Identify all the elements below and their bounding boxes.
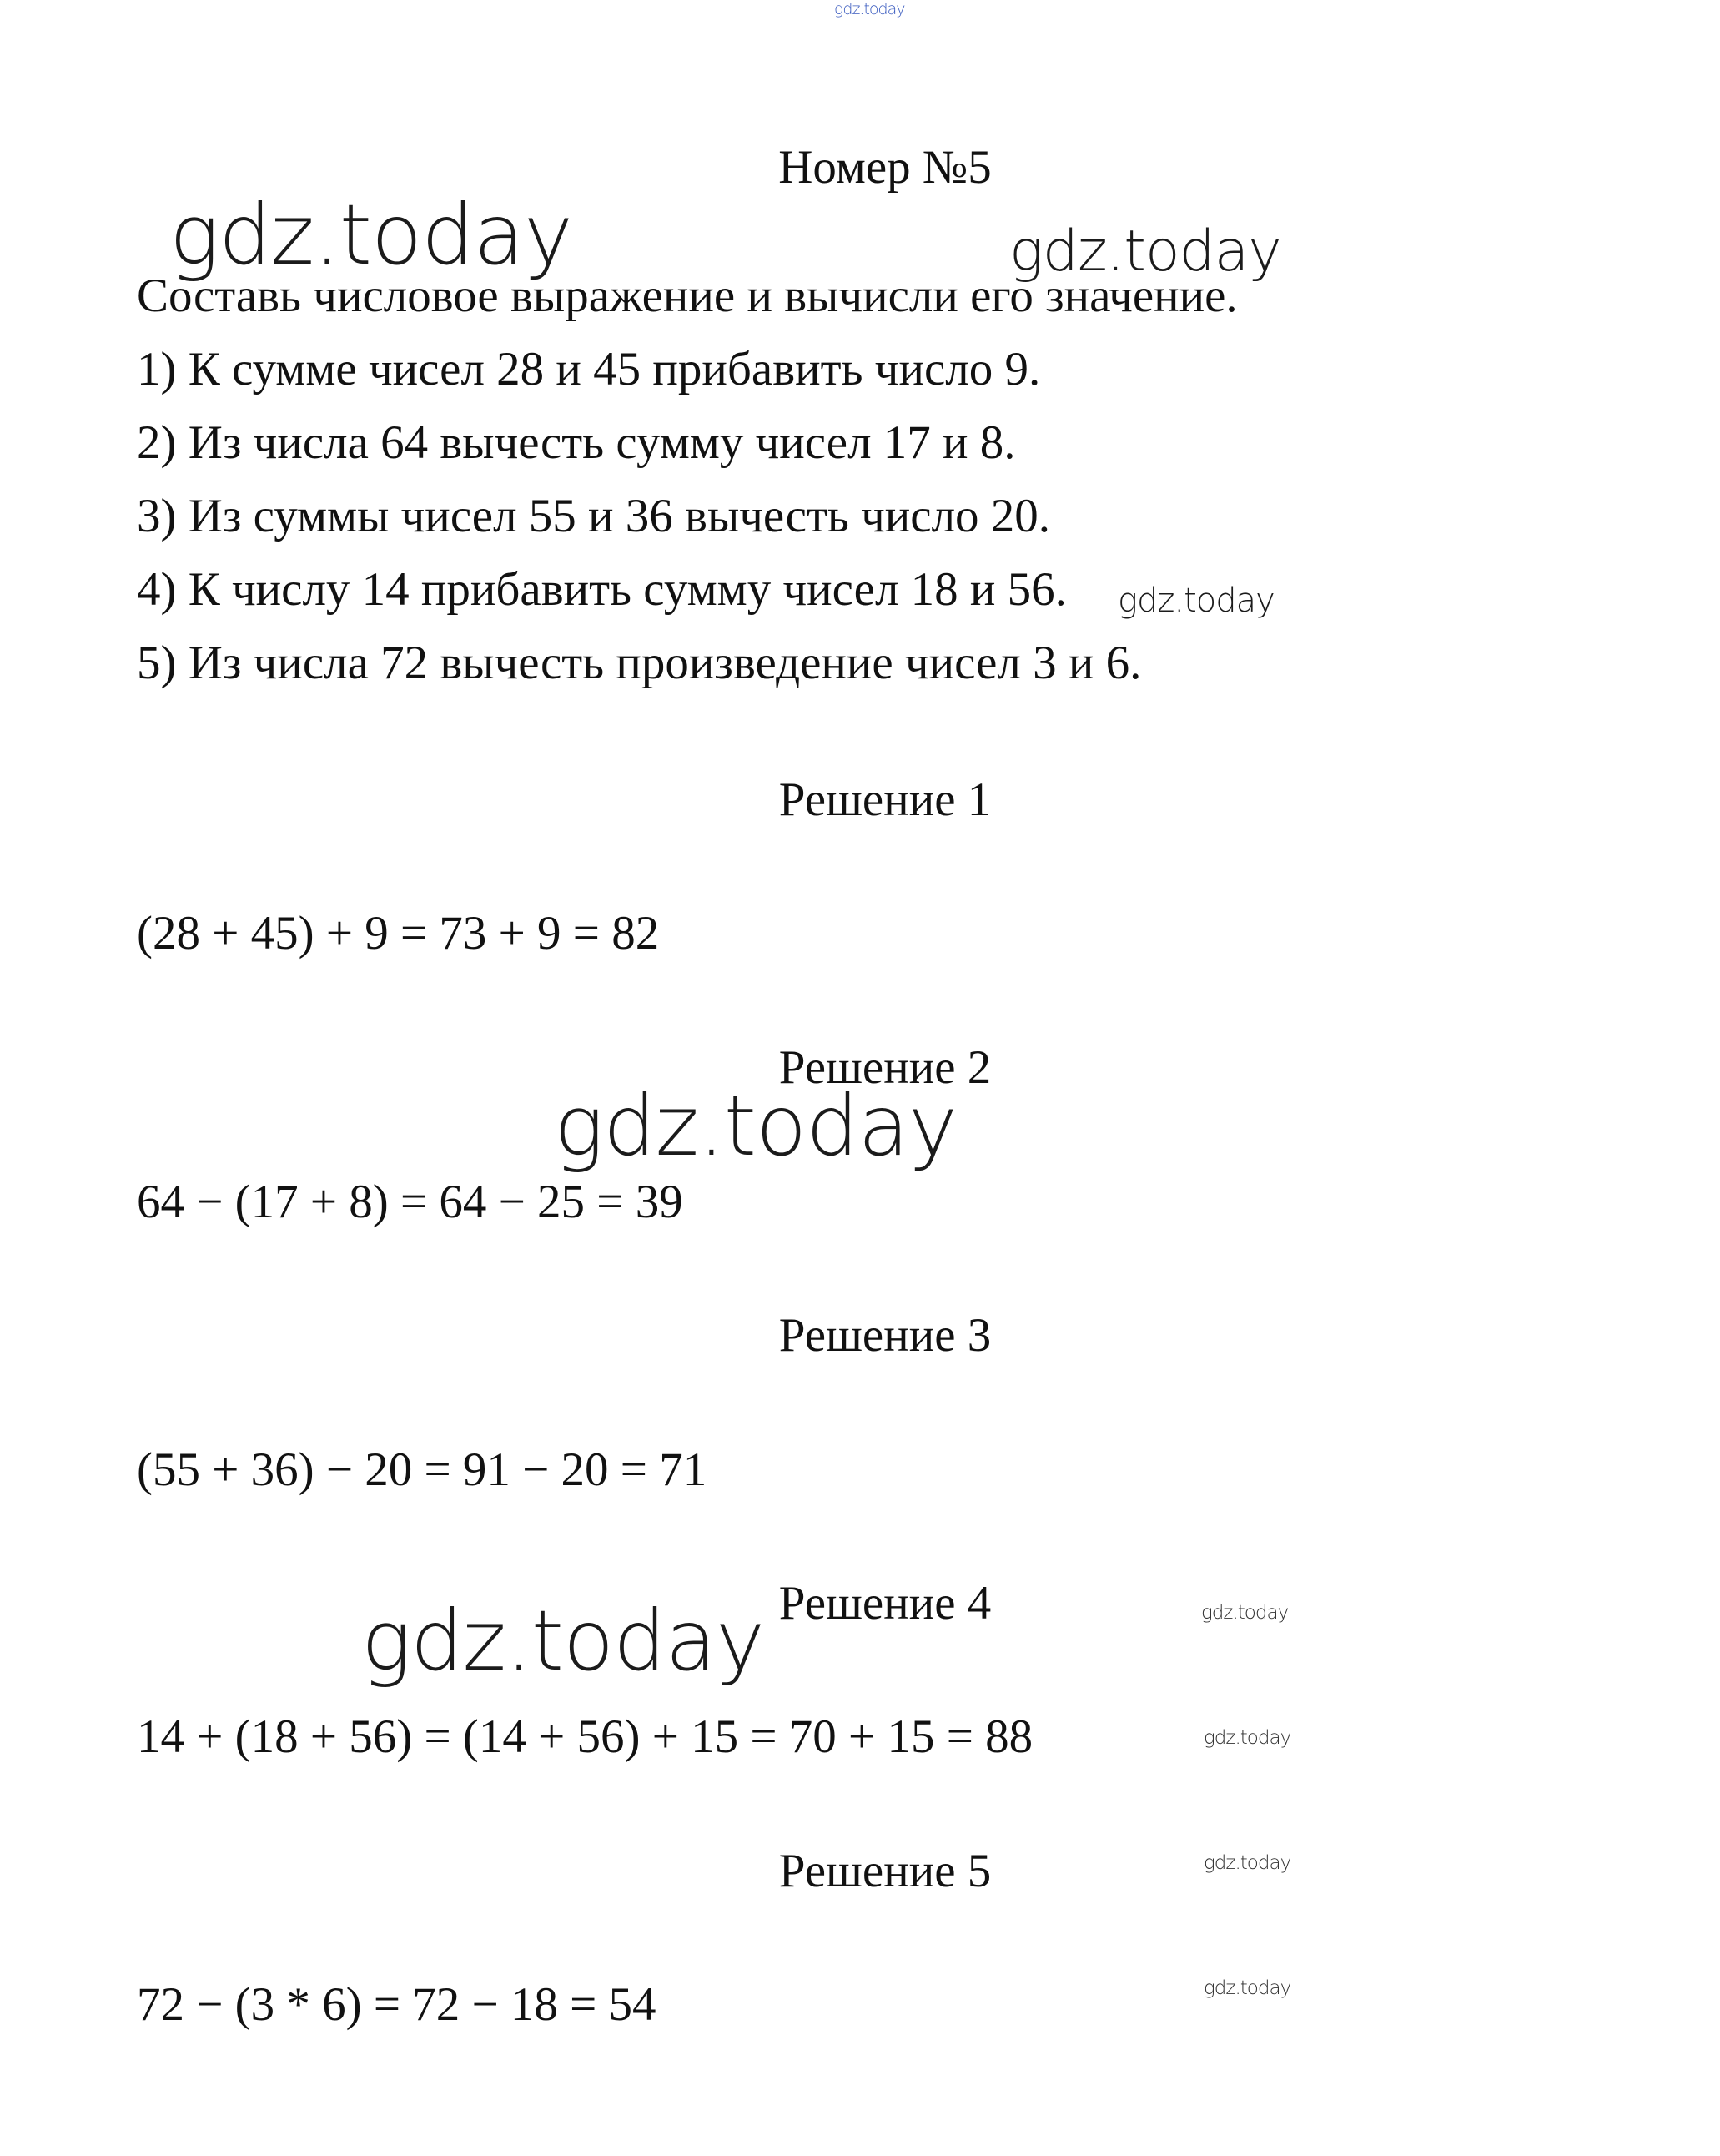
task-item: 4) К числу 14 прибавить сумму чисел 18 и 56. <box>137 563 1067 616</box>
watermark-medium: gdz.today <box>1118 582 1275 620</box>
watermark-small: gdz.today <box>1204 1852 1291 1874</box>
watermark-top: gdz.today <box>834 0 905 18</box>
watermark-large: gdz.today <box>169 186 573 284</box>
solution-expression: 64 − (17 + 8) = 64 − 25 = 39 <box>137 1176 683 1228</box>
solution-title: Решение 2 <box>778 1041 992 1094</box>
solution-expression: 72 − (3 * 6) = 72 − 18 = 54 <box>137 1978 656 2031</box>
watermark-small: gdz.today <box>1204 1977 1291 1999</box>
solution-title: Решение 3 <box>778 1309 992 1362</box>
watermark-small: gdz.today <box>1204 1727 1291 1749</box>
solution-title: Решение 5 <box>778 1845 992 1897</box>
task-instruction: Составь числовое выражение и вычисли его значение. <box>137 270 1238 322</box>
solution-title: Решение 4 <box>778 1577 992 1630</box>
solution-expression: (55 + 36) − 20 = 91 − 20 = 71 <box>137 1443 707 1496</box>
watermark-large: gdz.today <box>554 1077 958 1175</box>
watermark-small: gdz.today <box>1201 1602 1289 1624</box>
solution-expression: (28 + 45) + 9 = 73 + 9 = 82 <box>137 907 660 960</box>
task-item: 1) К сумме чисел 28 и 45 прибавить число 9. <box>137 343 1041 395</box>
watermark-large: gdz.today <box>361 1592 765 1690</box>
page-title: Номер №5 <box>778 141 992 194</box>
task-item: 2) Из числа 64 вычесть сумму чисел 17 и 8. <box>137 416 1016 469</box>
watermark-large: gdz.today <box>1009 219 1281 285</box>
task-item: 5) Из числа 72 вычесть произведение чисел 3 и 6. <box>137 637 1142 689</box>
solution-title: Решение 1 <box>778 773 992 826</box>
solution-expression: 14 + (18 + 56) = (14 + 56) + 15 = 70 + 15 = 88 <box>137 1710 1034 1763</box>
task-item: 3) Из суммы чисел 55 и 36 вычесть число 20. <box>137 490 1051 542</box>
